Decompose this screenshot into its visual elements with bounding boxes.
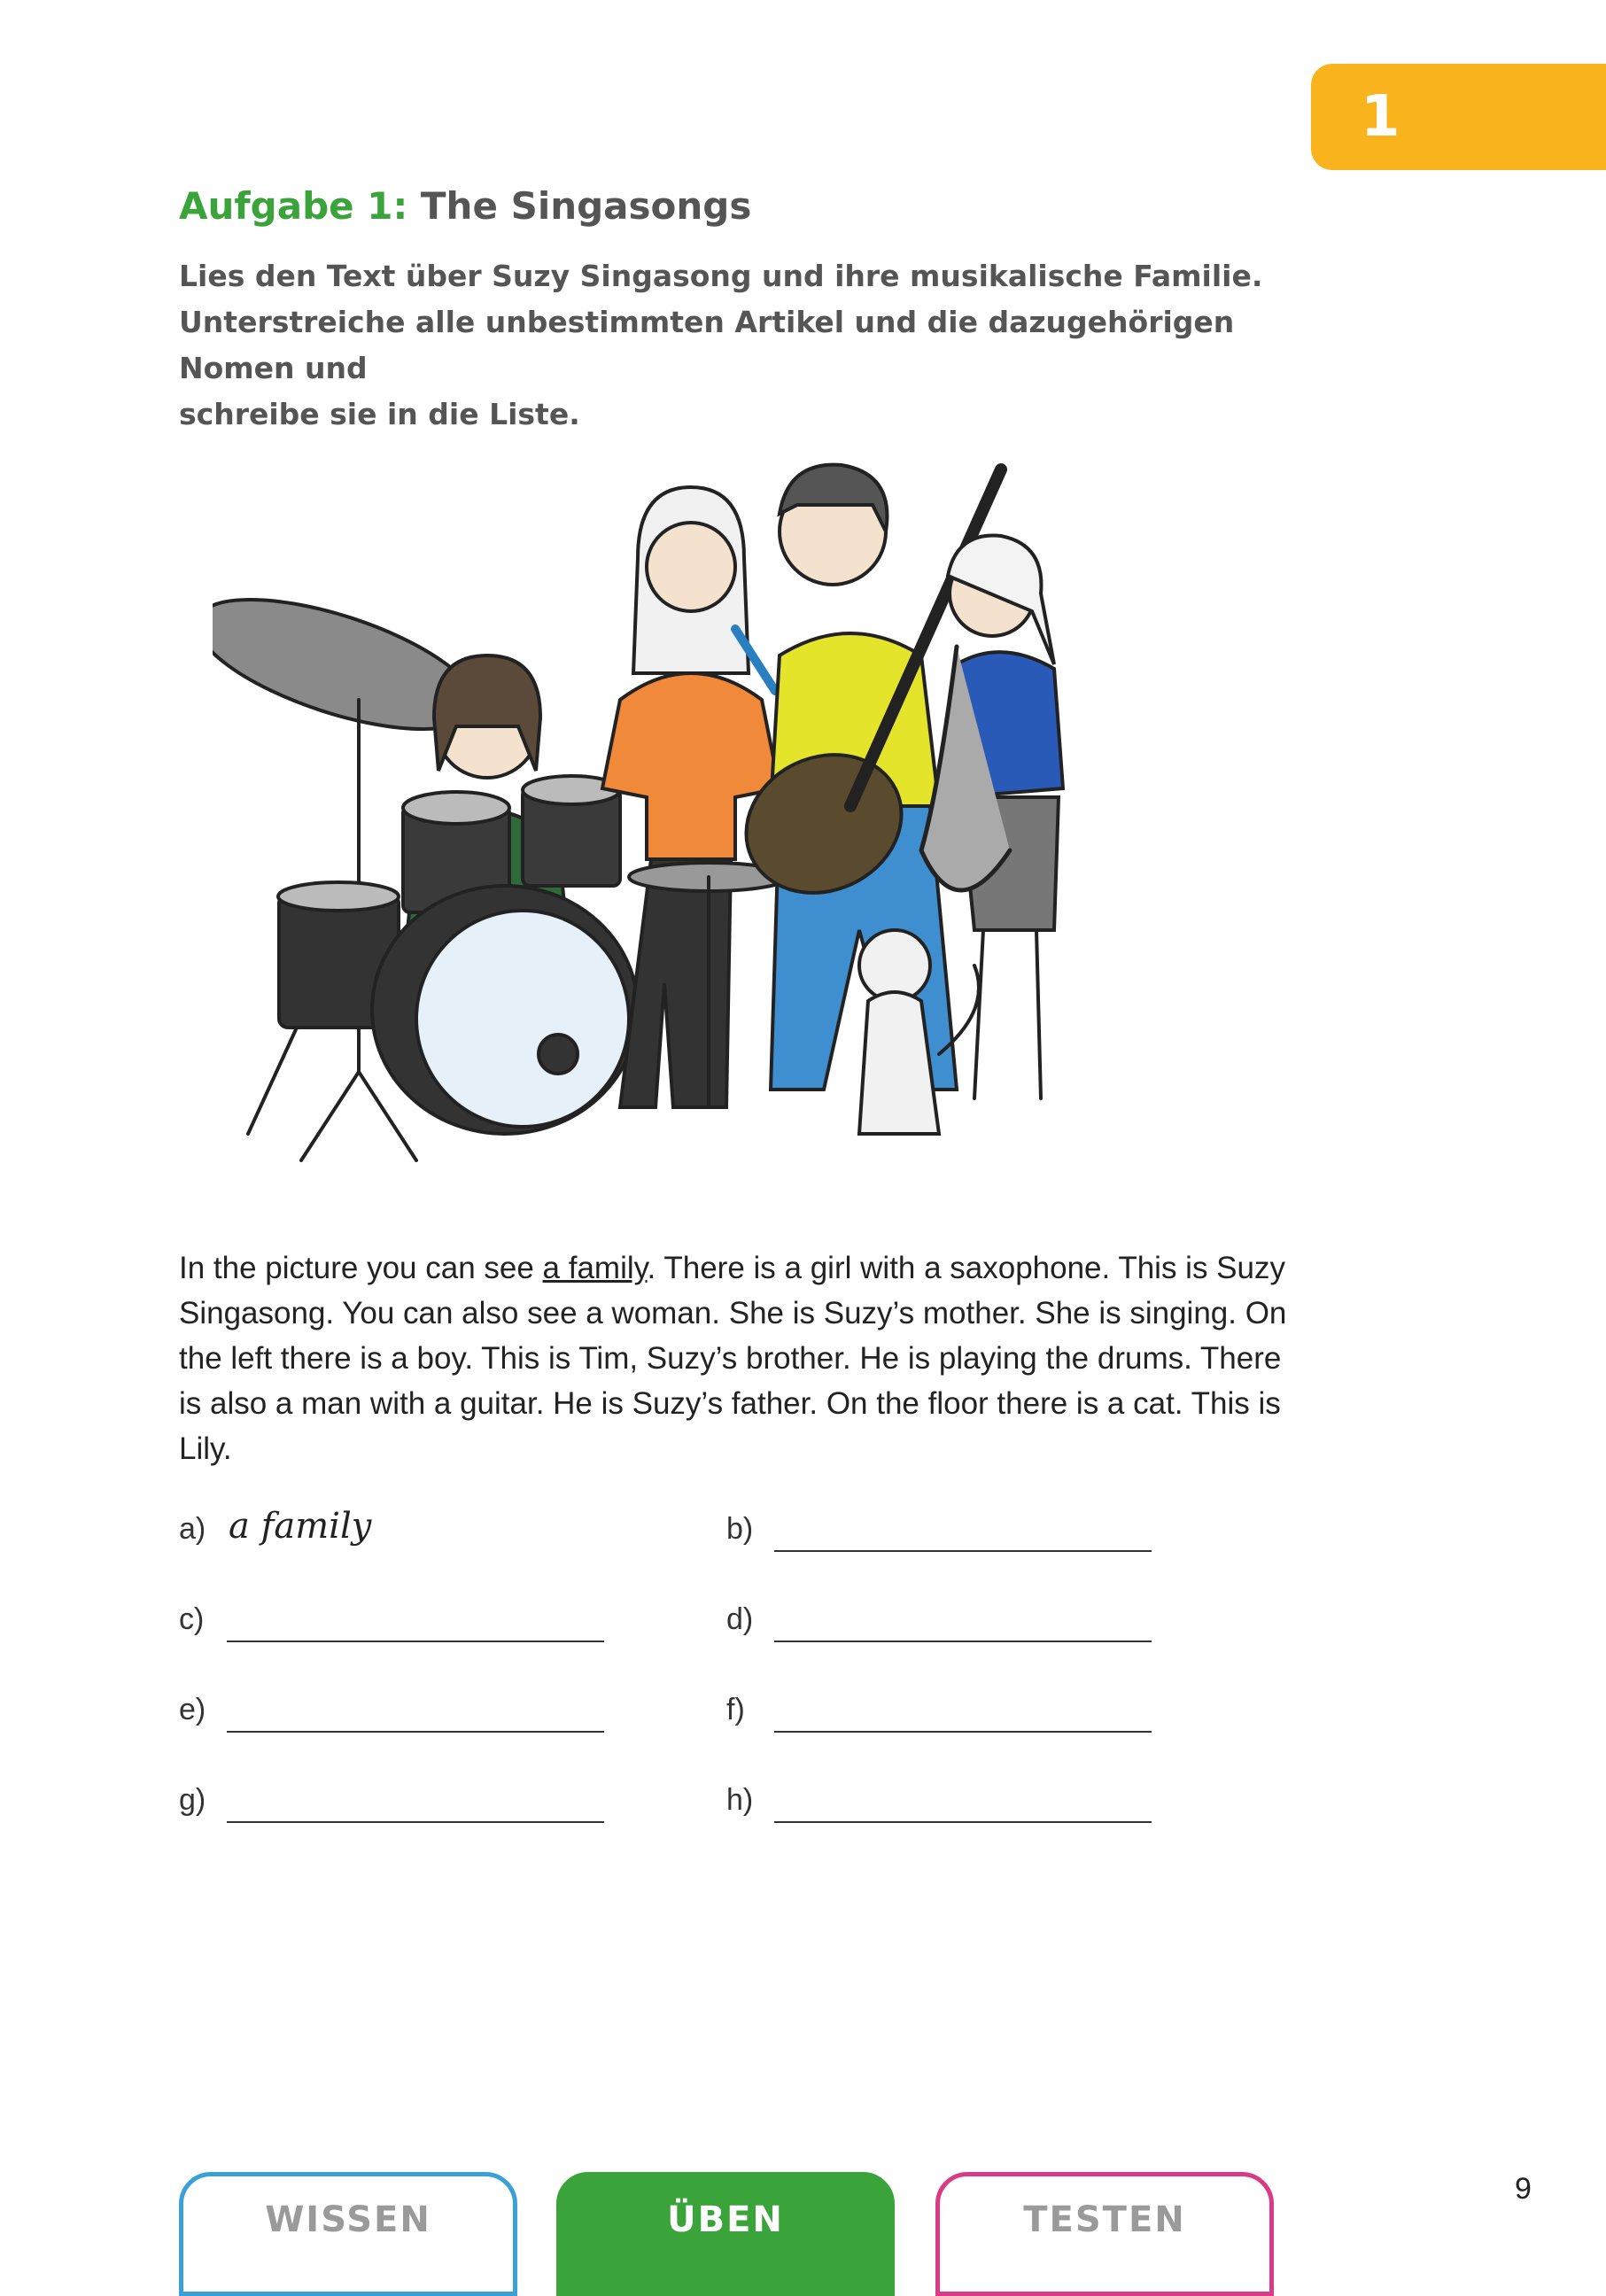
answer-letter: a) — [179, 1512, 206, 1546]
answer-letter: b) — [726, 1512, 754, 1546]
answer-field-g[interactable] — [227, 1777, 604, 1823]
band-illustration — [213, 434, 1222, 1196]
answer-field-c[interactable] — [227, 1596, 604, 1642]
answer-letter: d) — [726, 1602, 754, 1636]
story-intro: In the picture you can see — [179, 1251, 543, 1285]
instructions — [179, 253, 1295, 438]
answer-letter: g) — [179, 1783, 206, 1817]
answer-row-f — [726, 1679, 1152, 1733]
answer-row-b — [726, 1499, 1152, 1552]
answer-field-d[interactable] — [774, 1596, 1152, 1642]
instruction-line: schreibe sie in die Liste. — [179, 397, 580, 431]
answer-row-g — [179, 1770, 604, 1823]
answer-field-f[interactable] — [774, 1687, 1152, 1733]
answer-field-h[interactable] — [774, 1777, 1152, 1823]
bass-drum — [372, 886, 638, 1134]
testen-button[interactable]: TESTEN — [935, 2172, 1274, 2296]
answer-field-a[interactable]: a family — [229, 1506, 372, 1547]
answer-row-c — [179, 1589, 604, 1642]
answer-row-a — [179, 1499, 604, 1552]
instruction-line: Lies den Text über Suzy Singasong und ihre musikalische Familie. — [179, 259, 1263, 293]
answer-letter: e) — [179, 1693, 206, 1726]
answer-field-e[interactable] — [227, 1687, 604, 1733]
exercise-title: The Singasongs — [420, 184, 752, 228]
answer-field-b[interactable] — [774, 1506, 1152, 1552]
instruction-line: Unterstreiche alle unbestimmten Artikel und die dazugehörigen Nomen und — [179, 305, 1235, 385]
story-rest: . There is a girl with a saxophone. This is Suzy Singasong. You can also see a woman. She is Suzy’s mother. She is singing. On the left there is a boy. This is Tim, Suzy’s brother. He is playing the drums. There is also a man with a guitar. He is Suzy’s father. On the floor there is a cat. This is Lily. — [179, 1251, 1287, 1466]
exercise-label: Aufgabe 1: — [179, 184, 408, 228]
answer-row-d — [726, 1589, 1152, 1642]
story-underlined-example: a family — [542, 1251, 648, 1285]
answer-letter: h) — [726, 1783, 754, 1817]
exercise-heading — [179, 184, 751, 228]
wissen-button[interactable]: WISSEN — [179, 2172, 517, 2296]
answer-row-h — [726, 1770, 1152, 1823]
page-number: 9 — [1515, 2172, 1532, 2206]
answer-letter: f) — [726, 1693, 745, 1726]
chapter-number: 1 — [1361, 84, 1400, 150]
ueben-button[interactable]: ÜBEN — [556, 2172, 895, 2296]
answer-row-e — [179, 1679, 604, 1733]
chapter-tab — [1311, 64, 1606, 170]
story-text — [179, 1245, 1295, 1471]
cat — [859, 930, 979, 1134]
answer-letter: c) — [179, 1602, 205, 1636]
